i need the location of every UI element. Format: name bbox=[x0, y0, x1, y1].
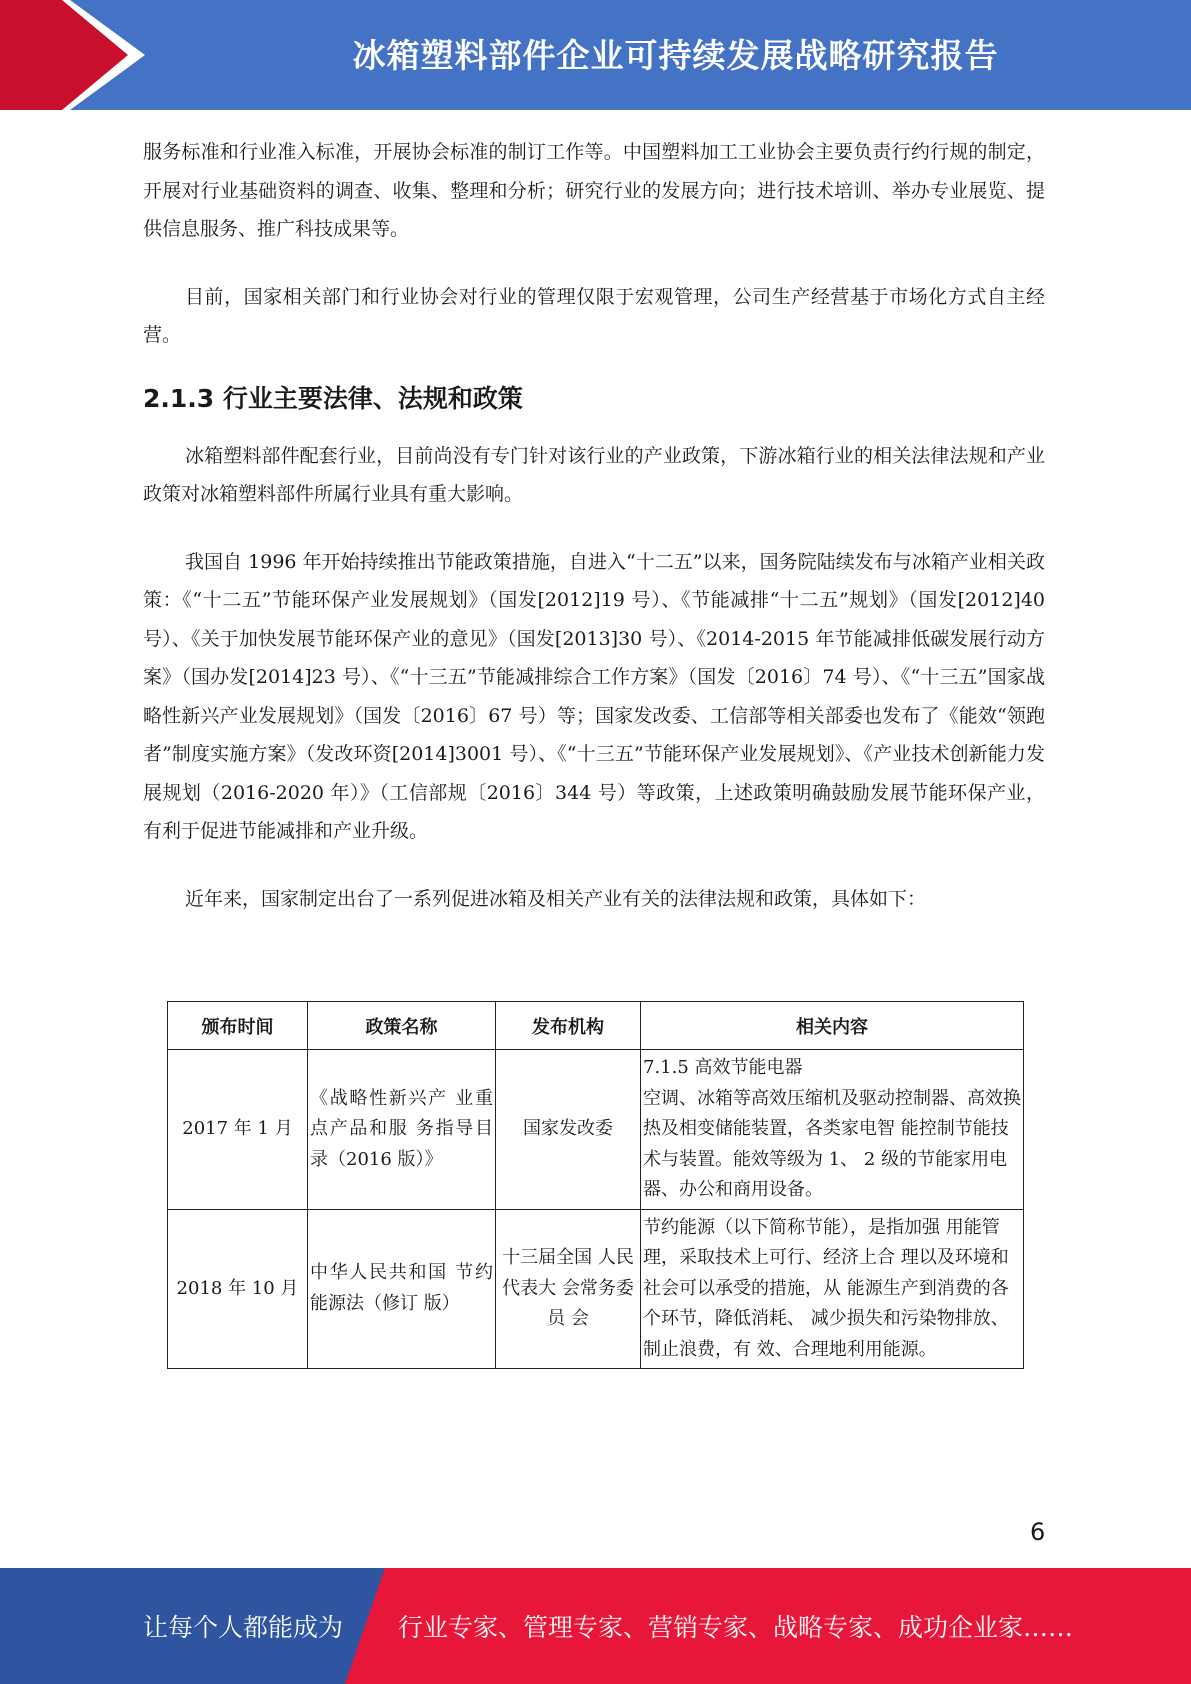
column-header-date: 颁布时间 bbox=[168, 1002, 308, 1050]
paragraph-energy-saving-policies: 我国自 1996 年开始持续推出节能政策措施，自进入“十二五”以来，国务院陆续发布与冰箱产业相关政策：《“十二五”节能环保产业发展规划》（国发[2012]19 号）、《节能减排“十二五”规划》（国发[2012]40 号）、《关于加快发展节能环保产业的意见》（国发[2013]30 号）、《2014-2015 年节能减排低碳发展行动方案》（国办发[2014]23 号）、《“十三五”节能减排综合工作方案》（国发〔2016〕74 号）、《“十三五”国家战略性新兴产业发展规划》（国发〔2016〕67 号）等；国家发改委、工信部等相关部委也发布了《能效“领跑者”制度实施方案》（发改环资[2014]3001 号）、《“十三五”节能环保产业发展规划》、《产业技术创新能力发展规划（2016-2020 年）》（工信部规〔2016〕344 号）等政策，上述政策明确鼓励发展节能环保产业，有利于促进节能减排和产业升级。 bbox=[143, 550, 1045, 842]
section-heading: 2.1.3 行业主要法律、法规和政策 bbox=[143, 383, 523, 413]
policy-table bbox=[167, 1001, 1024, 1369]
table-header-row bbox=[168, 1002, 1024, 1050]
cell-policy-name: 《战略性新兴产 业重点产品和服 务指导目录（2016 版）》 bbox=[308, 1050, 496, 1210]
cell-policy-name: 中华人民共和国 节约能源法（修订 版） bbox=[308, 1209, 496, 1369]
cell-content: 节约能源（以下简称节能），是指加强 用能管理，采取技术上可行、经济上合 理以及环境和社会可以承受的措施，从 能源生产到消费的各个环节，降低消耗、 减少损失和污染物排放、制止浪费，有 效、合理地利用能源。 bbox=[641, 1209, 1024, 1369]
cell-content bbox=[641, 1050, 1024, 1210]
table-row bbox=[168, 1050, 1024, 1210]
column-header-content: 相关内容 bbox=[641, 1002, 1024, 1050]
page-header bbox=[0, 0, 1191, 110]
footer-slogan-right: 行业专家、管理专家、营销专家、战略专家、成功企业家…… bbox=[398, 1613, 1074, 1642]
column-header-issuer: 发布机构 bbox=[496, 1002, 641, 1050]
column-header-policy-name: 政策名称 bbox=[308, 1002, 496, 1050]
paragraph-macro-management: 目前，国家相关部门和行业协会对行业的管理仅限于宏观管理，公司生产经营基于市场化方式自主经营。 bbox=[143, 285, 1045, 346]
page-number: 6 bbox=[1030, 1518, 1046, 1546]
cell-content-text: 空调、冰箱等高效压缩机及驱动控制器、高效换热及相变储能装置，各类家电智 能控制节能技术与装置。能效等级为 1、 2 级的节能家用电器、办公和商用设备。 bbox=[643, 1087, 1021, 1200]
cell-date: 2018 年 10 月 bbox=[168, 1209, 308, 1369]
cell-issuer: 国家发改委 bbox=[496, 1050, 641, 1210]
paragraph-association-duties: 服务标准和行业准入标准，开展协会标准的制订工作等。中国塑料加工工业协会主要负责行约行规的制定，开展对行业基础资料的调查、收集、整理和分析；研究行业的发展方向；进行技术培训、举办专业展览、提供信息服务、推广科技成果等。 bbox=[143, 141, 1045, 240]
page-footer bbox=[0, 1568, 1191, 1684]
table-row bbox=[168, 1209, 1024, 1369]
cell-date: 2017 年 1 月 bbox=[168, 1050, 308, 1210]
cell-content-title: 7.1.5 高效节能电器 bbox=[643, 1057, 803, 1078]
footer-slogan-left: 让每个人都能成为 bbox=[143, 1613, 344, 1642]
cell-issuer: 十三届全国 人民代表大 会常务委员 会 bbox=[496, 1209, 641, 1369]
paragraph-industry-policy: 冰箱塑料部件配套行业，目前尚没有专门针对该行业的产业政策，下游冰箱行业的相关法律法规和产业政策对冰箱塑料部件所属行业具有重大影响。 bbox=[143, 444, 1045, 505]
body-content bbox=[143, 133, 1045, 918]
header-title: 冰箱塑料部件企业可持续发展战略研究报告 bbox=[352, 36, 999, 75]
paragraph-table-intro: 近年来，国家制定出台了一系列促进冰箱及相关产业有关的法律法规和政策，具体如下： bbox=[185, 887, 927, 910]
